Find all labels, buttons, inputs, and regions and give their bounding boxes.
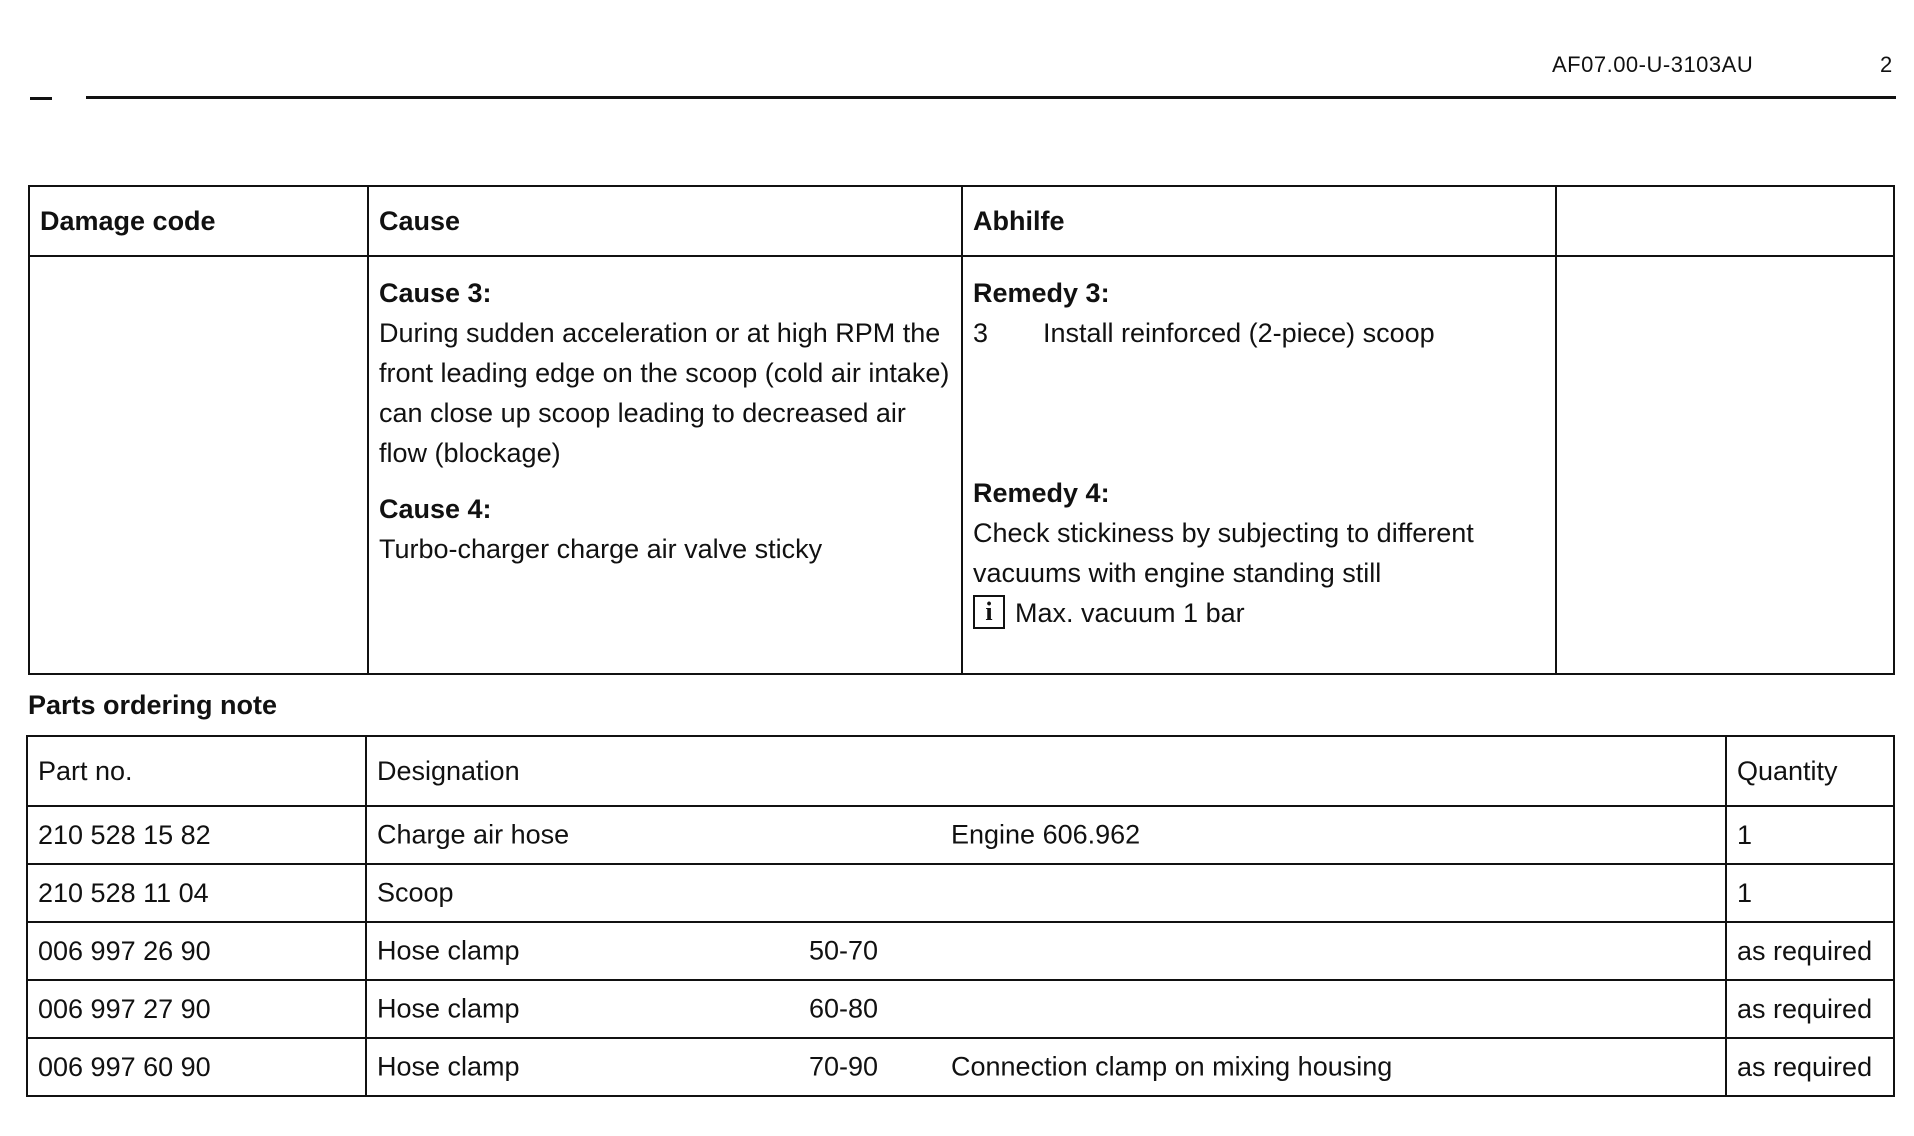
designation: Hose clamp (377, 1051, 520, 1082)
designation: Scoop (377, 877, 454, 908)
designation: Charge air hose (377, 819, 570, 850)
table-row (27, 806, 1894, 864)
damage-table-header (29, 186, 1894, 256)
quantity: 1 (1726, 864, 1894, 922)
document-code: AF07.00-U-3103AU (1552, 52, 1754, 77)
damage-code-cell (29, 256, 368, 674)
note: Connection clamp on mixing housing (951, 1051, 1393, 1082)
remedy-3-line (973, 313, 1545, 353)
cause-3-title: Cause 3: (379, 278, 492, 308)
parts-table (26, 735, 1895, 1097)
parts-table-header (27, 736, 1894, 806)
size: 50-70 (809, 935, 879, 966)
remedy-4-note-line (973, 593, 1545, 633)
designation-cell (366, 922, 1726, 980)
damage-table (28, 185, 1895, 675)
remedy-4-text: Check stickiness by subjecting to different vacuums with engine standing still (973, 518, 1474, 588)
cause-3-text: During sudden acceleration or at high RPM the front leading edge on the scoop (cold air intake) can close up scoop leading to decreased air flow (blockage) (379, 318, 950, 468)
remedy-3-number: 3 (973, 318, 989, 348)
part-number: 006 997 27 90 (27, 980, 366, 1038)
remedy-spacer (973, 353, 1545, 473)
note: Engine 606.962 (951, 819, 1141, 850)
table-row (27, 864, 1894, 922)
header-cause: Cause (368, 186, 962, 256)
table-row (27, 922, 1894, 980)
header-designation: Designation (366, 736, 1726, 806)
remedy-3-text: Install reinforced (2-piece) scoop (1043, 318, 1435, 348)
quantity: as required (1726, 922, 1894, 980)
header-empty (1556, 186, 1894, 256)
designation: Hose clamp (377, 935, 520, 966)
part-number: 210 528 15 82 (27, 806, 366, 864)
cause-cell (368, 256, 962, 674)
designation: Hose clamp (377, 993, 520, 1024)
part-number: 210 528 11 04 (27, 864, 366, 922)
remedy-3-title: Remedy 3: (973, 278, 1110, 308)
table-row (27, 1038, 1894, 1096)
damage-table-row (29, 256, 1894, 674)
header-rule (86, 96, 1896, 99)
cause-4-text: Turbo-charger charge air valve sticky (379, 534, 823, 564)
quantity: as required (1726, 1038, 1894, 1096)
header-damage-code: Damage code (29, 186, 368, 256)
info-icon: i (973, 595, 1005, 629)
header-rule-short (30, 97, 52, 100)
size: 70-90 (809, 1051, 879, 1082)
cause-4-title: Cause 4: (379, 494, 492, 524)
header-part-no: Part no. (27, 736, 366, 806)
part-number: 006 997 60 90 (27, 1038, 366, 1096)
designation-cell (366, 864, 1726, 922)
designation-cell (366, 980, 1726, 1038)
quantity: as required (1726, 980, 1894, 1038)
extra-cell (1556, 256, 1894, 674)
remedy-cell (962, 256, 1556, 674)
remedy-4-title: Remedy 4: (973, 478, 1110, 508)
header-quantity: Quantity (1726, 736, 1894, 806)
header-abhilfe: Abhilfe (962, 186, 1556, 256)
parts-ordering-title: Parts ordering note (28, 690, 278, 720)
designation-cell (366, 1038, 1726, 1096)
remedy-4-note: Max. vacuum 1 bar (1015, 598, 1245, 628)
size: 60-80 (809, 993, 879, 1024)
quantity: 1 (1726, 806, 1894, 864)
designation-cell (366, 806, 1726, 864)
part-number: 006 997 26 90 (27, 922, 366, 980)
page-number: 2 (1880, 52, 1893, 77)
table-row (27, 980, 1894, 1038)
